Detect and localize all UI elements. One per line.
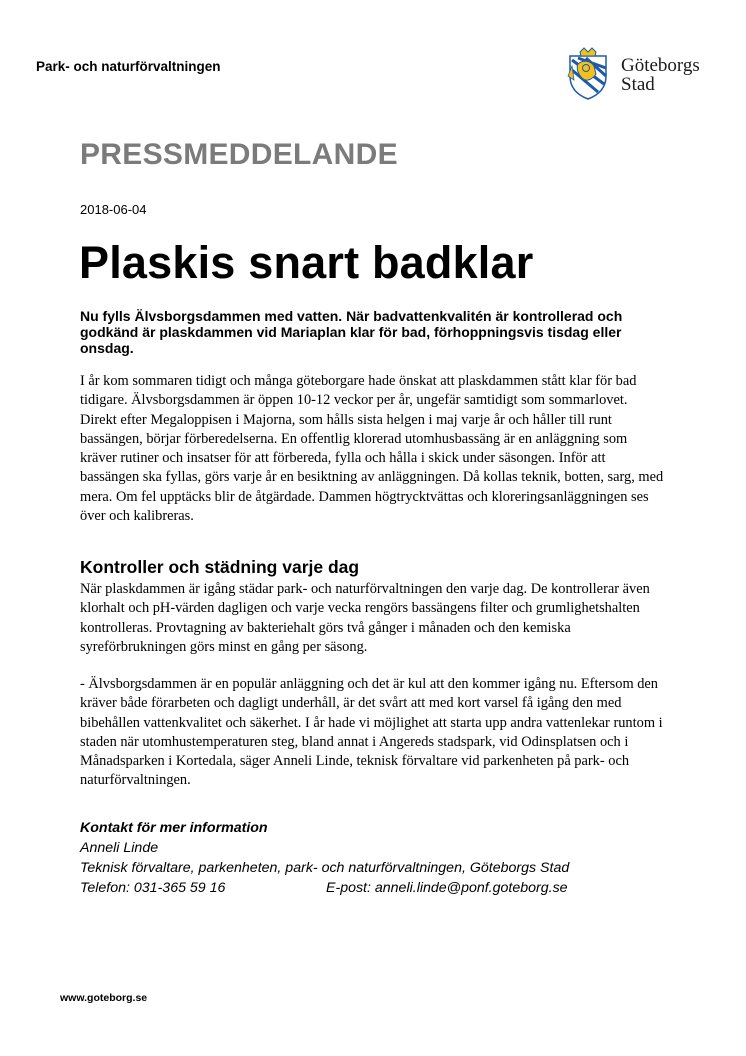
- lead-paragraph: Nu fylls Älvsborgsdammen med vatten. När badvattenkvalitén är kontrollerad och godkänd är plaskdammen vid Mariaplan klar för bad, förhoppningsvis tisdag eller onsdag.: [80, 308, 623, 356]
- shield-icon: [568, 48, 606, 99]
- footer-url[interactable]: www.goteborg.se: [60, 992, 148, 1004]
- contact-role: Teknisk förvaltare, parkenheten, park- och naturförvaltningen, Göteborgs Stad: [80, 860, 570, 876]
- page-title: Plaskis snart badklar: [79, 237, 534, 288]
- section-heading: Kontroller och städning varje dag: [80, 557, 360, 577]
- body-paragraph-2: När plaskdammen är igång städar park- och naturförvaltningen den varje dag. De kontrollerar även klorhalt och pH-värden dagligen och varje vecka rengörs bassängens filter och grumlighetshalten kontrolleras. Provtagning av bakteriehalt görs två gånger i månaden och den kemiska syreförbrukningen görs minst en gång per säsong.: [80, 581, 650, 655]
- contact-heading: Kontakt för mer information: [80, 820, 268, 836]
- body-paragraph-3: - Älvsborgsdammen är en populär anläggning och det är kul att den kommer igång nu. Eftersom den kräver både förarbeten och dagligt underhåll, är det svårt att med kort varsel få igång den med bibehållen vattenkvalitet och säkerhet. I år hade vi möjlighet att starta upp andra vattenlekar runtom i staden när utomhustemperaturen steg, bland annat i Angereds stadspark, vid Odinsplatsen och i Månadsparken i Kortedala, säger Anneli Linde, teknisk förvaltare vid parkenheten på park- och naturförvaltningen.: [80, 676, 663, 789]
- contact-details-row: [80, 878, 680, 898]
- department-name: Park- och naturförvaltningen: [36, 59, 221, 74]
- release-date: 2018-06-04: [80, 202, 147, 217]
- document-type-label: PRESSMEDDELANDE: [80, 138, 398, 171]
- contact-name: Anneli Linde: [80, 840, 159, 856]
- logo-line-2: Stad: [621, 74, 655, 95]
- body-paragraph-1: I år kom sommaren tidigt och många göteborgare hade önskat att plaskdammen stått klar för bad tidigare. Älvsborgsdammen är öppen 10-12 veckor per år, ungefär samtidigt som sommarlovet. Direkt efter Megaloppisen i Majorna, som hålls sista helgen i maj varje år och håller till runt bassängen, börjar förberedelserna. En offentlig klorerad utomhusbassäng är en anläggning som kräver rutiner och insatser för att förbereda, fylla och hålla i skick under säsongen. Inför att bassängen ska fyllas, görs varje år en besiktning av anläggningen. Då kollas teknik, botten, sarg, med mera. Om fel upptäcks blir de åtgärdade. Dammen högtrycktvättas och kloreringsanläggningen ses över och kalibreras.: [80, 373, 664, 525]
- contact-phone: Telefon: 031-365 59 16: [80, 880, 226, 896]
- logo-line-1: Göteborgs: [621, 55, 700, 76]
- contact-email[interactable]: E-post: anneli.linde@ponf.goteborg.se: [326, 880, 568, 896]
- logo-wordmark: [621, 56, 700, 94]
- contact-block: [80, 818, 680, 898]
